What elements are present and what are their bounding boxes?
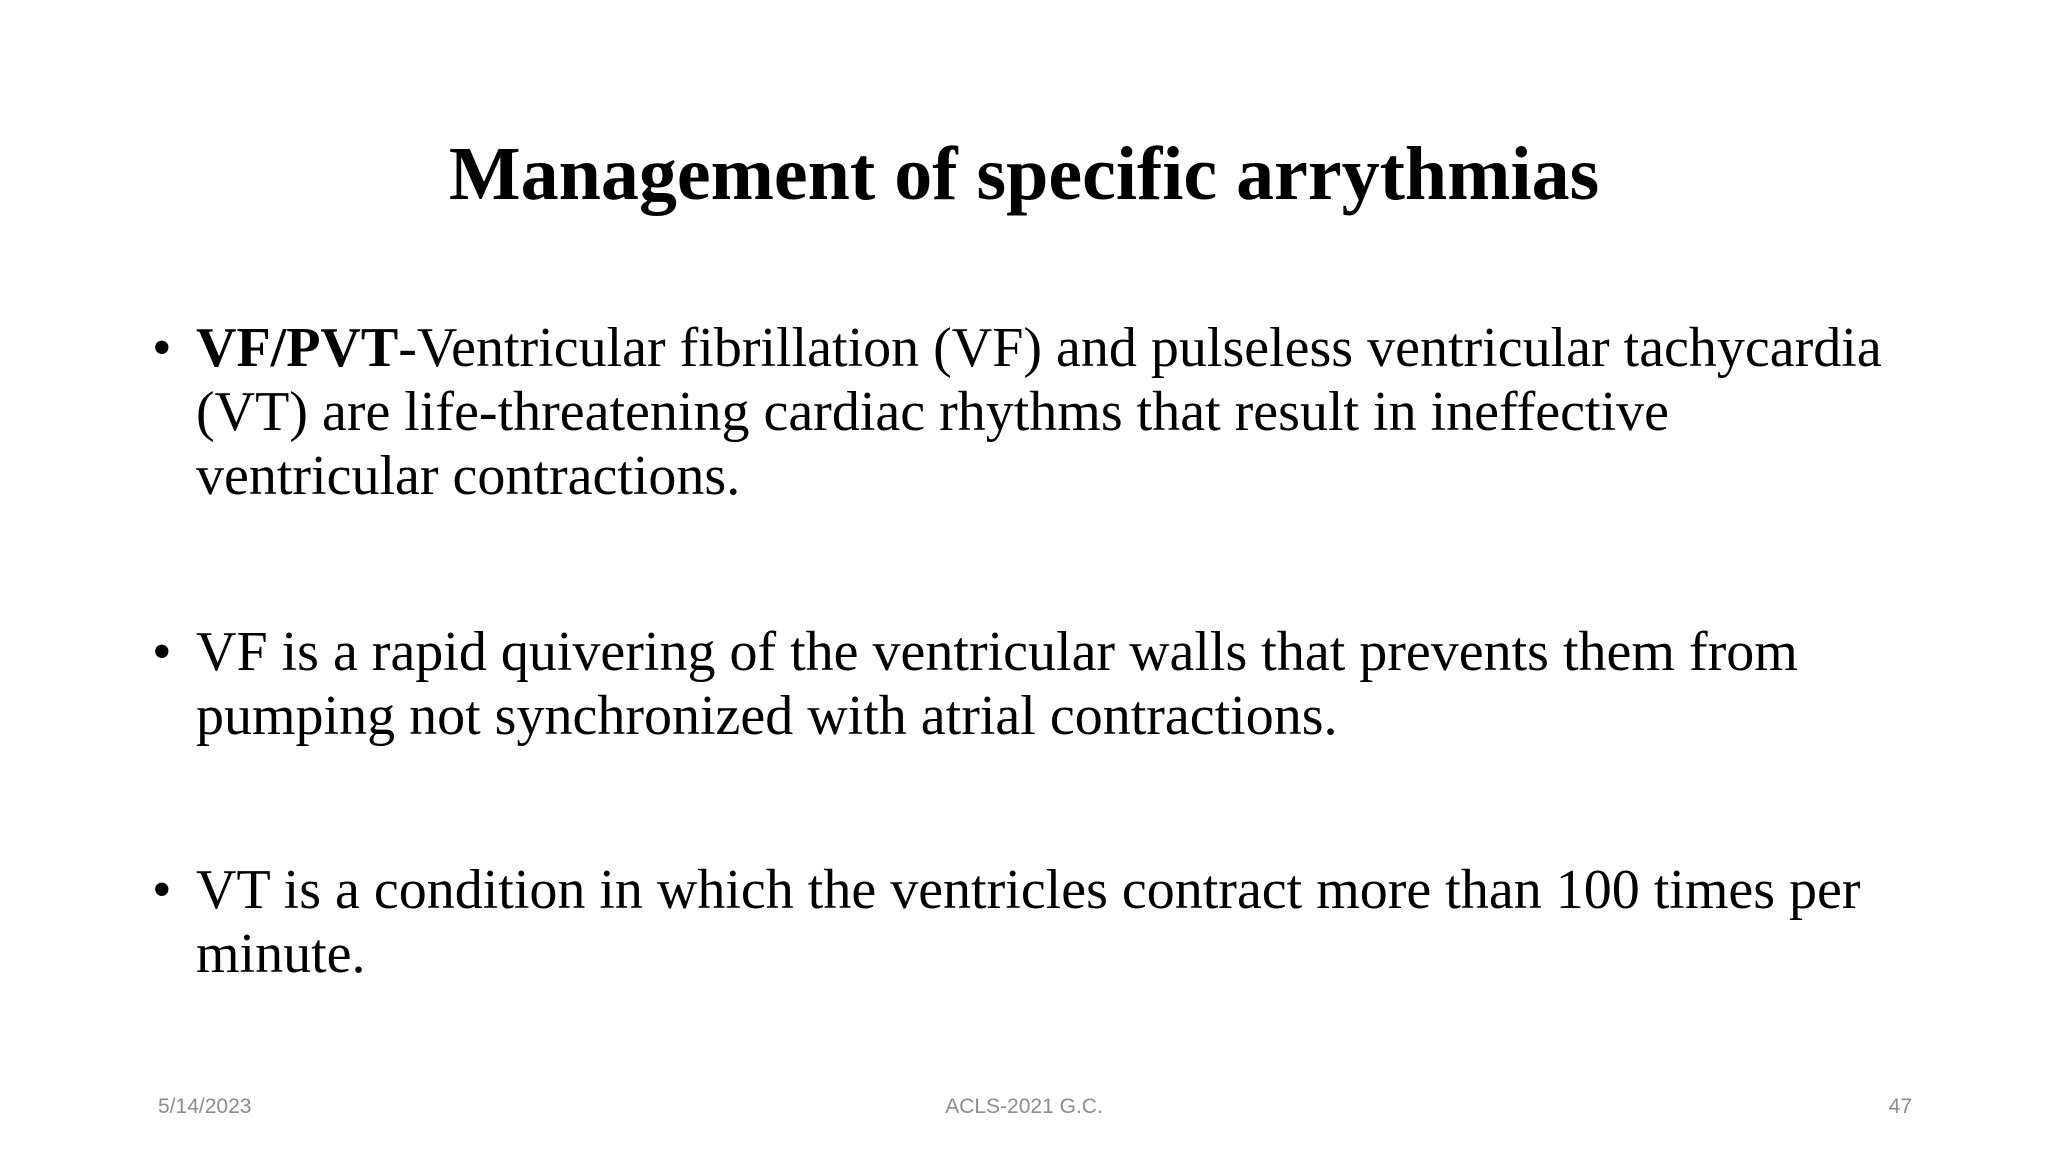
bullet-icon: • <box>152 859 172 921</box>
bullet-bold-term: VF/PVT <box>196 317 399 379</box>
bullet-item <box>152 620 1922 748</box>
footer-center-text: ACLS-2021 G.C. <box>945 1095 1103 1118</box>
bullet-text: VT is a condition in which the ventricles contract more than 100 times per minute. <box>196 859 1861 985</box>
bullet-item <box>152 858 1922 986</box>
footer-page-number: 47 <box>1888 1095 1912 1118</box>
bullet-icon: • <box>152 621 172 683</box>
bullet-body: -Ventricular fibrillation (VF) and pulseless ventricular tachycardia (VT) are life-threatening cardiac rhythms that result in ineffective ventricular contractions. <box>196 317 1882 507</box>
footer-date: 5/14/2023 <box>158 1095 252 1118</box>
bullet-text: VF is a rapid quivering of the ventricular walls that prevents them from pumping not synchronized with atrial contractions. <box>196 621 1798 747</box>
bullet-text <box>196 316 1922 508</box>
slide-title: Management of specific arrythmias <box>448 132 1600 216</box>
bullet-icon: • <box>152 317 172 379</box>
bullet-item <box>152 316 1922 508</box>
